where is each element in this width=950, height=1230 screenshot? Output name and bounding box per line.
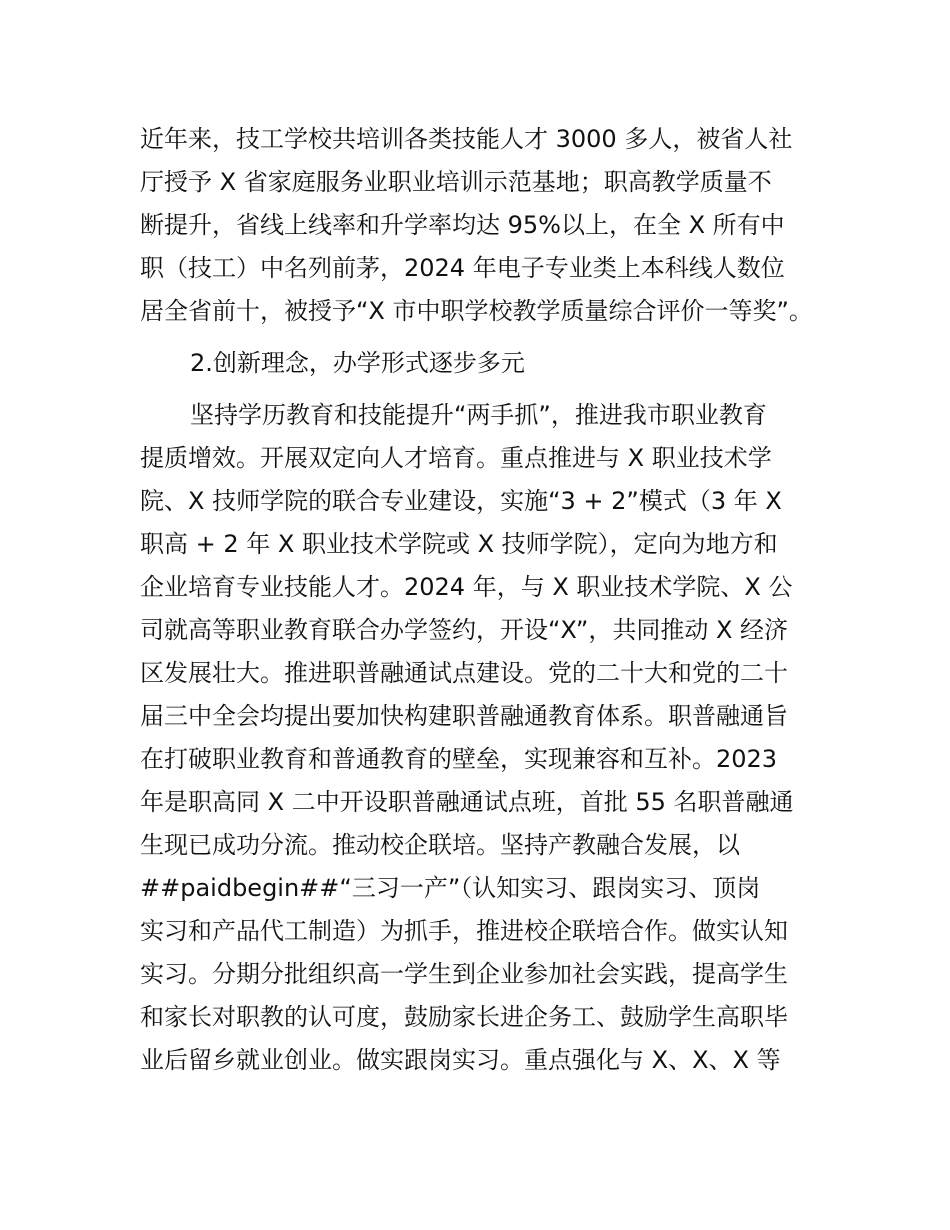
text-line: 在打破职业教育和普通教育的壁垒，实现兼容和互补。2023	[140, 745, 778, 773]
text-line: 实习。分期分批组织高一学生到企业参加社会实践，提高学生	[140, 960, 788, 988]
text-line: 业后留乡就业创业。做实跟岗实习。重点强化与 X、X、X 等	[140, 1046, 781, 1074]
text-line: 和家长对职教的认可度，鼓励家长进企务工、鼓励学生高职毕	[140, 1003, 788, 1031]
text-line: 坚持学历教育和技能提升“两手抓”，推进我市职业教育	[190, 401, 767, 429]
text-line: 区发展壮大。推进职普融通试点建设。党的二十大和党的二十	[140, 659, 788, 687]
text-line: 届三中全会均提出要加快构建职普融通教育体系。职普融通旨	[140, 702, 788, 730]
text-line: 厅授予 X 省家庭服务业职业培训示范基地；职高教学质量不	[140, 168, 772, 196]
text-line: 年是职高同 X 二中开设职普融通试点班，首批 55 名职普融通	[140, 788, 794, 816]
text-line: 居全省前十，被授予“X 市中职学校教学质量综合评价一等奖”。	[140, 297, 813, 325]
text-line: 职高 + 2 年 X 职业技术学院或 X 技师学院），定向为地方和	[140, 530, 778, 558]
text-line: 生现已成功分流。推动校企联培。坚持产教融合发展，以	[140, 831, 740, 859]
text-line: 企业培育专业技能人才。2024 年，与 X 职业技术学院、X 公	[140, 573, 793, 601]
text-line: 司就高等职业教育联合办学签约，开设“X”，共同推动 X 经济	[140, 616, 789, 644]
text-line: 提质增效。开展双定向人才培育。重点推进与 X 职业技术学	[140, 444, 772, 472]
text-line: 职（技工）中名列前茅，2024 年电子专业类上本科线人数位	[140, 254, 785, 282]
text-line: ##paidbegin##“三习一产”（认知实习、跟岗实习、顶岗	[140, 874, 761, 902]
text-line: 近年来，技工学校共培训各类技能人才 3000 多人，被省人社	[140, 125, 793, 153]
text-line: 实习和产品代工制造）为抓手，推进校企联培合作。做实认知	[140, 917, 788, 945]
text-line: 断提升，省线上线率和升学率均达 95%以上，在全 X 所有中	[140, 211, 785, 239]
text-line: 院、X 技师学院的联合专业建设，实施“3 + 2”模式（3 年 X	[140, 487, 782, 515]
section-heading: 2.创新理念，办学形式逐步多元	[190, 349, 525, 377]
